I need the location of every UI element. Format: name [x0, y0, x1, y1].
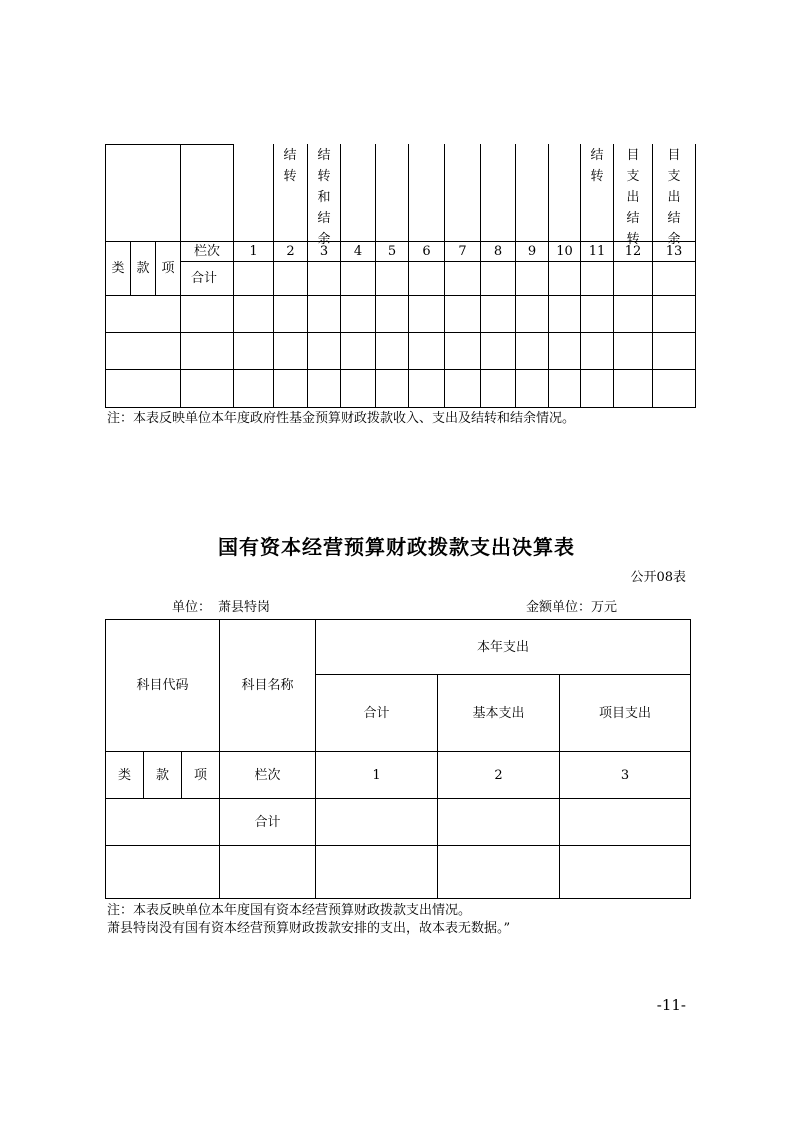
table1-vline: [273, 144, 274, 408]
table2-kuan-label: 款: [155, 767, 169, 783]
table1-xiang-label: 项: [161, 261, 175, 276]
table2-total-label: 合计: [254, 814, 281, 830]
page-number: -11-: [656, 996, 686, 1014]
table2-hline: [105, 898, 691, 899]
table1-col-number: 11: [588, 244, 606, 259]
table1-lanci-label: 栏次: [193, 244, 220, 259]
table1-hline: [105, 332, 695, 333]
amount-unit: 金额单位：万元: [526, 600, 618, 615]
table1-vline: [652, 144, 653, 408]
table1-col-number: 7: [458, 244, 467, 259]
table2-hline: [105, 798, 690, 799]
table1-vline: [695, 144, 696, 408]
table2-code-header: 科目代码: [136, 678, 189, 693]
table1-col-number: 6: [422, 244, 431, 259]
table1-kuan-label: 款: [136, 261, 150, 276]
table1-vline: [480, 144, 481, 408]
table1-header-col2: 结转: [283, 148, 297, 184]
table2-subheader-total: 合计: [363, 705, 390, 721]
table1-hline: [180, 261, 695, 262]
table2-hline: [105, 845, 690, 846]
table1-hline: [105, 407, 695, 408]
table1-vline: [340, 144, 341, 408]
table1-vline: [613, 144, 614, 408]
table2-year-header: 本年支出: [476, 639, 529, 655]
table1-hline: [105, 295, 695, 296]
table1-vline: [580, 144, 581, 408]
table2-col-number: 2: [494, 767, 503, 783]
table2-xiang-label: 项: [193, 767, 207, 783]
table1-hline: [105, 369, 695, 370]
table2-vline: [690, 619, 691, 899]
table2-name-header: 科目名称: [241, 678, 294, 693]
table1-header-col11: 结转: [590, 148, 604, 184]
table1-note: 注：本表反映单位本年度政府性基金预算财政拨款收入、支出及结转和结余情况。: [107, 411, 576, 426]
table1-col-number: 9: [527, 244, 537, 259]
table1-vline: [233, 144, 234, 408]
unit-label: 单位：: [172, 600, 212, 615]
table1-vline: [408, 144, 409, 408]
table2-lei-label: 类: [117, 767, 131, 783]
table2-subheader-basic: 基本支出: [472, 705, 525, 721]
table1-header-col12: 目支出结转: [626, 148, 640, 247]
table1-col-number: 13: [665, 244, 683, 259]
table1-col-number: 4: [353, 244, 363, 259]
page-title: 国有资本经营预算财政拨款支出决算表: [218, 535, 575, 559]
table2-subheader-project: 项目支出: [598, 705, 651, 721]
table1-vline: [444, 144, 445, 408]
table1-col-number: 1: [249, 244, 258, 259]
table1-vline: [307, 144, 308, 408]
table1-header-col3: 结转和结余: [317, 148, 331, 247]
unit-name: 萧县特岗: [218, 600, 271, 615]
table2-note-line2: 萧县特岗没有国有资本经营预算财政拨款安排的支出，故本表无数据。”: [107, 921, 511, 936]
table1-col-number: 2: [286, 244, 295, 259]
table1-lei-label: 类: [111, 261, 125, 276]
table2-note-line1: 注：本表反映单位本年度国有资本经营预算财政拨款支出情况。: [107, 903, 472, 918]
table2-col-number: 3: [620, 767, 630, 783]
form-number: 公开08表: [630, 570, 686, 585]
table1-col-number: 5: [387, 244, 397, 259]
table1-col-number: 3: [319, 244, 329, 259]
table1-hline: [105, 144, 233, 145]
table1-vline: [515, 144, 516, 408]
table2-col-number: 1: [372, 767, 381, 783]
table1-total-label: 合计: [191, 271, 218, 286]
table1-vline: [548, 144, 549, 408]
table1-col-number: 12: [624, 244, 642, 259]
table1-vline: [375, 144, 376, 408]
table2-lanci-label: 栏次: [254, 767, 281, 783]
table1-header-col13: 目支出结余: [667, 148, 681, 247]
table1-col-number: 10: [556, 244, 573, 259]
table1-col-number: 8: [493, 244, 503, 259]
